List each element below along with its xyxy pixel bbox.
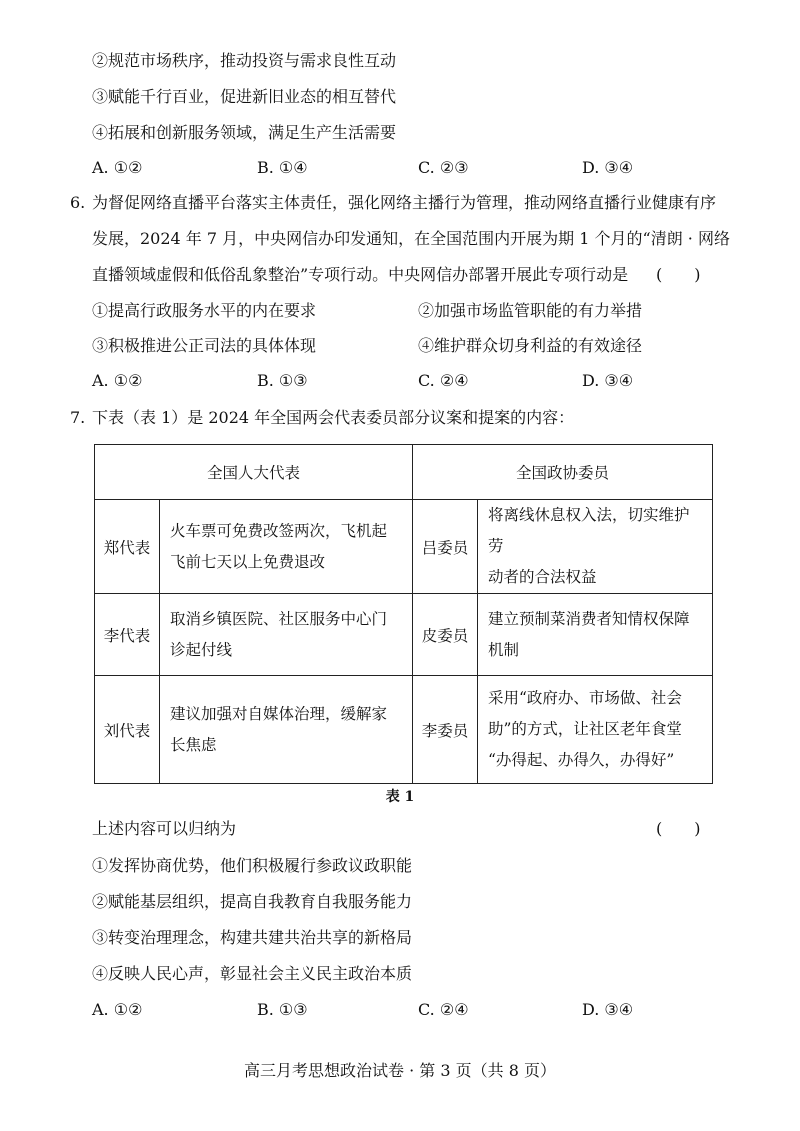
mem-proposal [478,676,713,784]
rep-proposal [160,500,413,594]
q5-item-4: ④拓展和创新服务领域，满足生产生活需要 [92,123,397,142]
rep-proposal-line: 长焦虑 [170,735,217,754]
q6-item-2: ②加强市场监管职能的有力举措 [418,301,643,320]
q7-answer-paren: ( ) [656,819,701,838]
q5-item-3: ③赋能千行百业，促进新旧业态的相互替代 [92,87,397,106]
mem-proposal [478,500,713,594]
mem-name: 李委员 [413,676,478,784]
q5-option-c: C. ②③ [418,158,469,177]
q5-item-2: ②规范市场秩序，推动投资与需求良性互动 [92,51,397,70]
table-row [95,594,713,676]
mem-proposal-line: 将离线休息权入法，切实维护劳 [488,506,690,555]
q6-stem-line-2: 发展，2024 年 7 月，中央网信办印发通知，在全国范围内开展为期 1 个月的“清朗 · 网络 [92,229,730,248]
mem-proposal-line: 建立预制菜消费者知情权保障 [488,609,690,628]
table-header-row [95,445,713,500]
q6-stem-line-1: 为督促网络直播平台落实主体责任，强化网络主播行为管理，推动网络直播行业健康有序 [92,193,717,212]
rep-proposal-line: 建议加强对自媒体治理，缓解家 [170,704,388,723]
q7-option-b: B. ①③ [257,1000,308,1019]
q7-option-c: C. ②④ [418,1000,469,1019]
q6-answer-paren: ( ) [656,265,701,284]
q5-option-d: D. ③④ [582,158,634,177]
mem-proposal-line: “办得起、办得久，办得好” [488,751,675,769]
mem-proposal-line: 采用“政府办、市场做、社会 [488,689,682,707]
rep-name: 李代表 [95,594,160,676]
q7-option-a: A. ①② [92,1000,143,1019]
table-caption: 表 1 [385,789,415,805]
q7-number: 7. [70,408,86,427]
rep-proposal-line: 火车票可免费改签两次，飞机起 [170,521,388,540]
q6-item-1: ①提高行政服务水平的内在要求 [92,301,317,320]
rep-proposal-line: 取消乡镇医院、社区服务中心门 [170,609,388,628]
rep-proposal [160,594,413,676]
q7-item-4: ④反映人民心声，彰显社会主义民主政治本质 [92,964,413,983]
rep-proposal-line: 诊起付线 [170,640,233,659]
mem-proposal-line: 机制 [488,640,520,659]
table-row [95,500,713,594]
mem-proposal-line: 助”的方式，让社区老年食堂 [488,720,682,738]
q6-item-3: ③积极推进公正司法的具体体现 [92,336,317,355]
q5-option-b: B. ①④ [257,158,308,177]
header-npc-deputies: 全国人大代表 [95,445,413,500]
q6-option-d: D. ③④ [582,371,634,390]
q7-question: 上述内容可以归纳为 [92,819,237,838]
q7-option-d: D. ③④ [582,1000,634,1019]
q6-option-a: A. ①② [92,371,143,390]
q5-options [92,157,712,179]
q6-item-4: ④维护群众切身利益的有效途径 [418,336,643,355]
q6-option-c: C. ②④ [418,371,469,390]
q7-item-2: ②赋能基层组织，提高自我教育自我服务能力 [92,892,413,911]
q5-option-a: A. ①② [92,158,143,177]
rep-proposal [160,676,413,784]
page-footer: 高三月考思想政治试卷 · 第 3 页（共 8 页） [244,1061,556,1080]
header-cppcc-members: 全国政协委员 [413,445,713,500]
mem-name: 皮委员 [413,594,478,676]
rep-name: 刘代表 [95,676,160,784]
table-row [95,676,713,784]
rep-proposal-line: 飞前七天以上免费退改 [170,552,326,571]
mem-proposal-line: 动者的合法权益 [488,568,597,586]
q7-item-3: ③转变治理理念，构建共建共治共享的新格局 [92,928,413,947]
q6-options [92,370,712,392]
q7-item-1: ①发挥协商优势，他们积极履行参政议政职能 [92,856,413,875]
mem-proposal [478,594,713,676]
q6-stem-line-3: 直播领域虚假和低俗乱象整治”专项行动。中央网信办部署开展此专项行动是 [92,265,629,284]
mem-name: 吕委员 [413,500,478,594]
q6-number: 6. [70,193,86,212]
table-1 [94,444,713,784]
q7-options [92,999,712,1021]
rep-name: 郑代表 [95,500,160,594]
q7-stem: 下表（表 1）是 2024 年全国两会代表委员部分议案和提案的内容： [92,408,575,427]
q6-option-b: B. ①③ [257,371,308,390]
